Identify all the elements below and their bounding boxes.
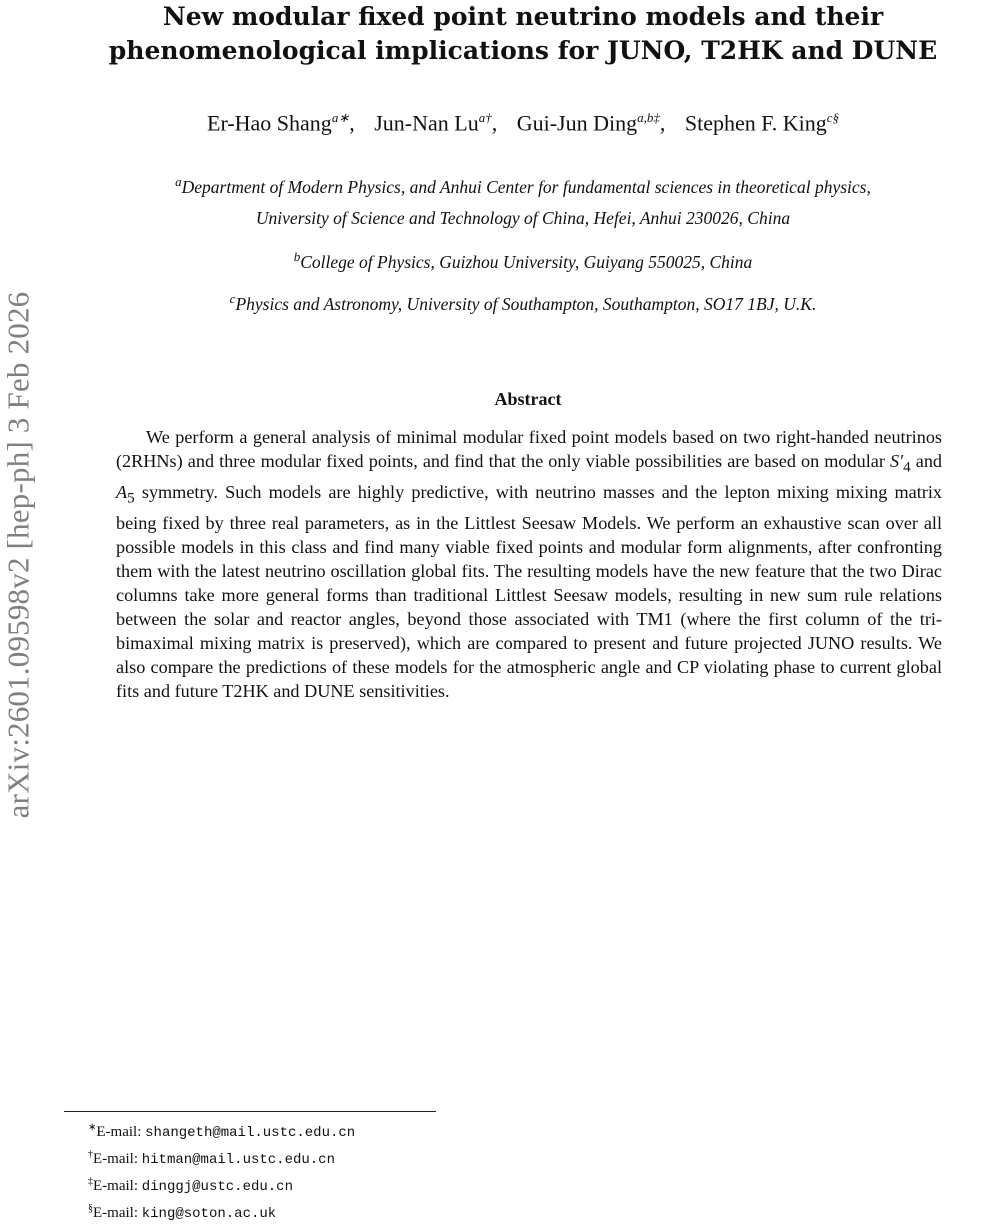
footnote-mark: ∗ bbox=[88, 1122, 97, 1133]
paper-title bbox=[60, 0, 986, 68]
footnote-label: E-mail: bbox=[93, 1178, 142, 1194]
footnote bbox=[88, 1198, 355, 1225]
footnote bbox=[88, 1117, 355, 1144]
affiliation-mark: a bbox=[175, 174, 182, 189]
author-mark: a∗ bbox=[331, 110, 350, 125]
author-mark: a† bbox=[478, 110, 492, 125]
author-mark: a,b‡ bbox=[637, 110, 660, 125]
title-line-2: phenomenological implications for JUNO, T2HK and DUNE bbox=[108, 36, 938, 65]
author-list: Er-Hao Shang$^{a∗}$, Jun-Nan $Lu^{a\dagger}$, Gui-Jun Ding$^{a,b\ddagger}$, Stephen F. King$^{c\S}$ bbox=[207, 110, 839, 136]
affiliation-a-line2 bbox=[60, 208, 986, 229]
footnotes bbox=[88, 1117, 355, 1225]
email-link[interactable]: shangeth@mail.ustc.edu.cn bbox=[145, 1125, 356, 1141]
affiliation-c bbox=[60, 291, 986, 315]
affiliation-mark: b bbox=[293, 249, 301, 264]
affiliation-mark: c bbox=[229, 291, 236, 306]
email-link[interactable]: dinggj@ustc.edu.cn bbox=[141, 1179, 293, 1195]
author-name: Gui-Jun Ding bbox=[516, 110, 638, 136]
affiliation-text: College of Physics, Guizhou University, Guiyang 550025, China bbox=[300, 251, 753, 272]
symmetry-s4-prime: S′ bbox=[890, 451, 904, 472]
abstract-part-1: We perform a general analysis of minimal modular fixed point models based on two right-handed neutrinos (2RHNs) and three modular fixed points, and find that the only viable possibilities are based on modular bbox=[116, 427, 942, 472]
arxiv-identifier-stamp bbox=[0, 250, 36, 860]
title-line-1: New modular fixed point neutrino models and their bbox=[162, 2, 884, 31]
affiliation-b bbox=[60, 249, 986, 273]
abstract-part-2: symmetry. Such models are highly predictive, with neutrino masses and the lepton mixing mixing matrix being fixed by three real parameters, as in the Littlest Seesaw Models. We perform an exhaustive scan over all possible models in this class and find many viable fixed points and modular form alignments, after confronting them with the latest neutrino oscillation global fits. The resulting models have the new feature that the two Dirac columns take more general forms than traditional Littlest Seesaw models, resulting in new sum rule relations between the solar and reactor angles, beyond those associated with TM1 (where the first column of the tri-bimaximal mixing matrix is preserved), which are compared to present and future projected JUNO results. We also compare the predictions of these models for the atmospheric angle and CP violating phase to current global fits and future T2HK and DUNE sensitivities. bbox=[116, 481, 942, 702]
footnote bbox=[88, 1144, 355, 1171]
author-name: Stephen F. King bbox=[684, 110, 827, 136]
and-word: and bbox=[910, 451, 943, 472]
footnote-mark: ‡ bbox=[88, 1176, 93, 1187]
email-link[interactable]: king@soton.ac.uk bbox=[141, 1206, 277, 1222]
abstract-heading: Abstract bbox=[494, 389, 562, 409]
email-link[interactable]: hitman@mail.ustc.edu.cn bbox=[141, 1152, 335, 1168]
affiliation-text: Department of Modern Physics, and Anhui Center for fundamental sciences in theoretical physics, bbox=[181, 176, 871, 197]
author-mark: c§ bbox=[826, 110, 839, 125]
footnote-mark: § bbox=[88, 1203, 93, 1214]
affiliation-a bbox=[60, 174, 986, 198]
footnote-mark: † bbox=[88, 1149, 93, 1160]
arxiv-identifier-text: arXiv:2601.09598v2 [hep-ph] 3 Feb 2026 bbox=[0, 291, 35, 819]
symmetry-a5: A bbox=[116, 481, 128, 502]
footnote-label: E-mail: bbox=[96, 1124, 146, 1140]
footnote-label: E-mail: bbox=[93, 1205, 142, 1221]
footnote-rule bbox=[64, 1111, 436, 1112]
symmetry-s4-subscript: 4 bbox=[903, 458, 911, 476]
footnote bbox=[88, 1171, 355, 1198]
author-name: Jun-Nan Lu bbox=[374, 110, 479, 136]
abstract-text bbox=[116, 425, 942, 703]
symmetry-a5-subscript: 5 bbox=[127, 489, 135, 507]
affiliation-text: University of Science and Technology of China, Hefei, Anhui 230026, China bbox=[255, 208, 791, 228]
affiliation-text: Physics and Astronomy, University of Southampton, Southampton, SO17 1BJ, U.K. bbox=[235, 293, 817, 314]
footnote-label: E-mail: bbox=[93, 1151, 142, 1167]
author-name: Er-Hao Shang bbox=[207, 110, 332, 136]
